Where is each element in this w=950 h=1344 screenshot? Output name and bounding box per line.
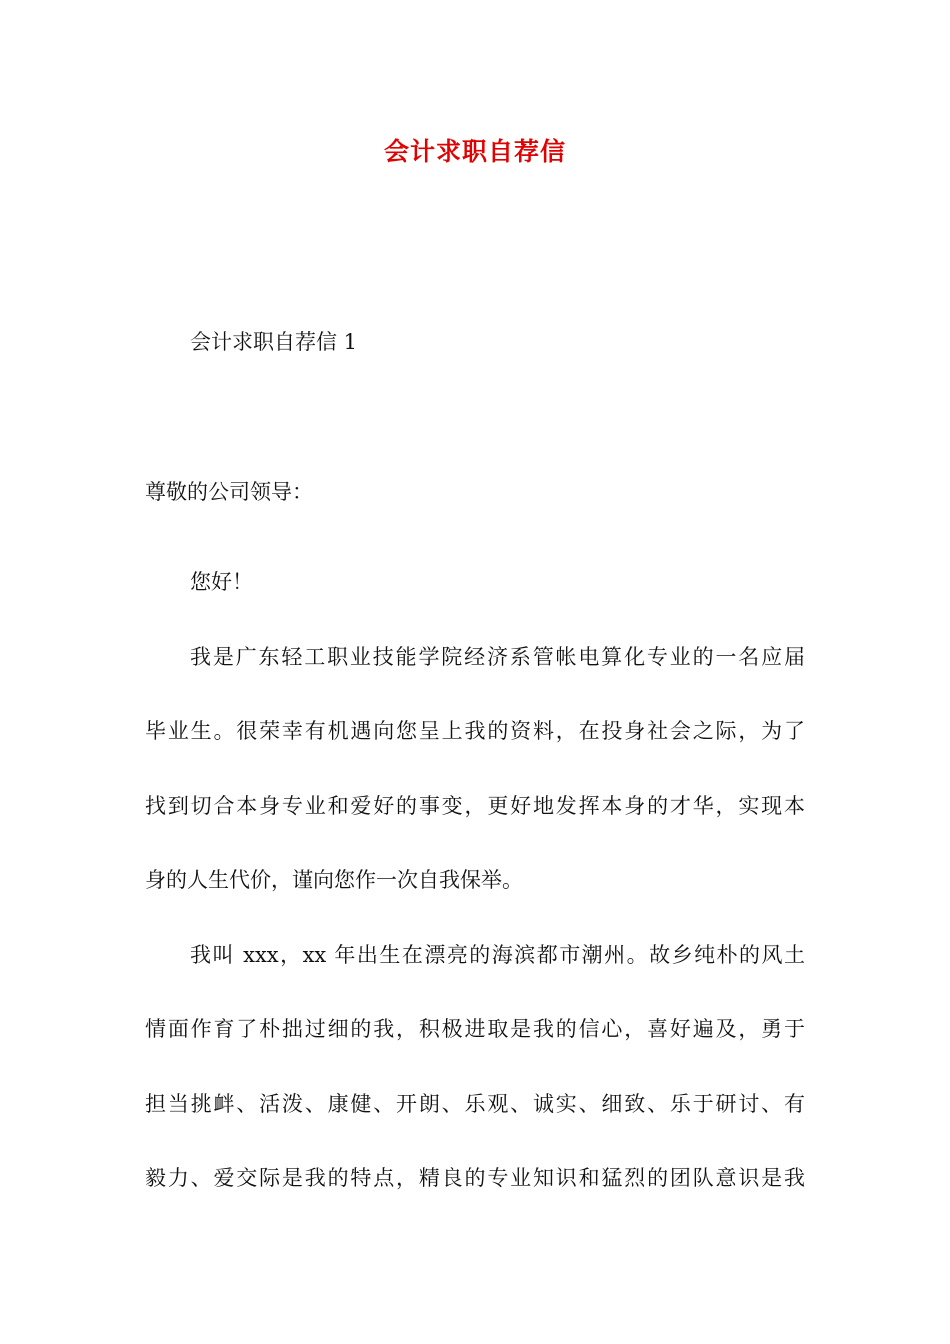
letter-body [145,545,805,1216]
paragraph-line: 毕业生。很荣幸有机遇向您呈上我的资料，在投身社会之际，为了 [145,719,805,743]
paragraph-line: 我是广东轻工职业技能学院经济系管帐电算化专业的一名应届 [190,644,805,669]
paragraph-line: 毅力、爱交际是我的特点，精良的专业知识和猛烈的团队意识是我 [145,1166,805,1190]
paragraph-line: 找到切合本身专业和爱好的事变，更好地发挥本身的才华，实现本 [145,793,805,818]
greeting: 您好！ [190,570,253,594]
letter-subtitle: 会计求职自荐信 1 [190,330,358,354]
paragraph-line: 情面作育了朴拙过细的我，积极进取是我的信心，喜好遍及，勇于 [145,1017,805,1041]
salutation: 尊敬的公司领导： [145,480,313,504]
paragraph-2 [145,918,805,1216]
paragraph-line: 身的人生代价，谨向您作一次自我保举。 [145,868,523,892]
paragraph-line: 担当挑衅、活泼、康健、开朗、乐观、诚实、细致、乐于研讨、有 [145,1091,805,1116]
document-title: 会计求职自荐信 [383,137,566,166]
paragraph-line: 我叫 xxx，xx 年出生在漂亮的海滨都市潮州。故乡纯朴的风土 [190,942,805,967]
paragraph-1 [145,620,805,918]
greeting-paragraph [145,545,805,620]
